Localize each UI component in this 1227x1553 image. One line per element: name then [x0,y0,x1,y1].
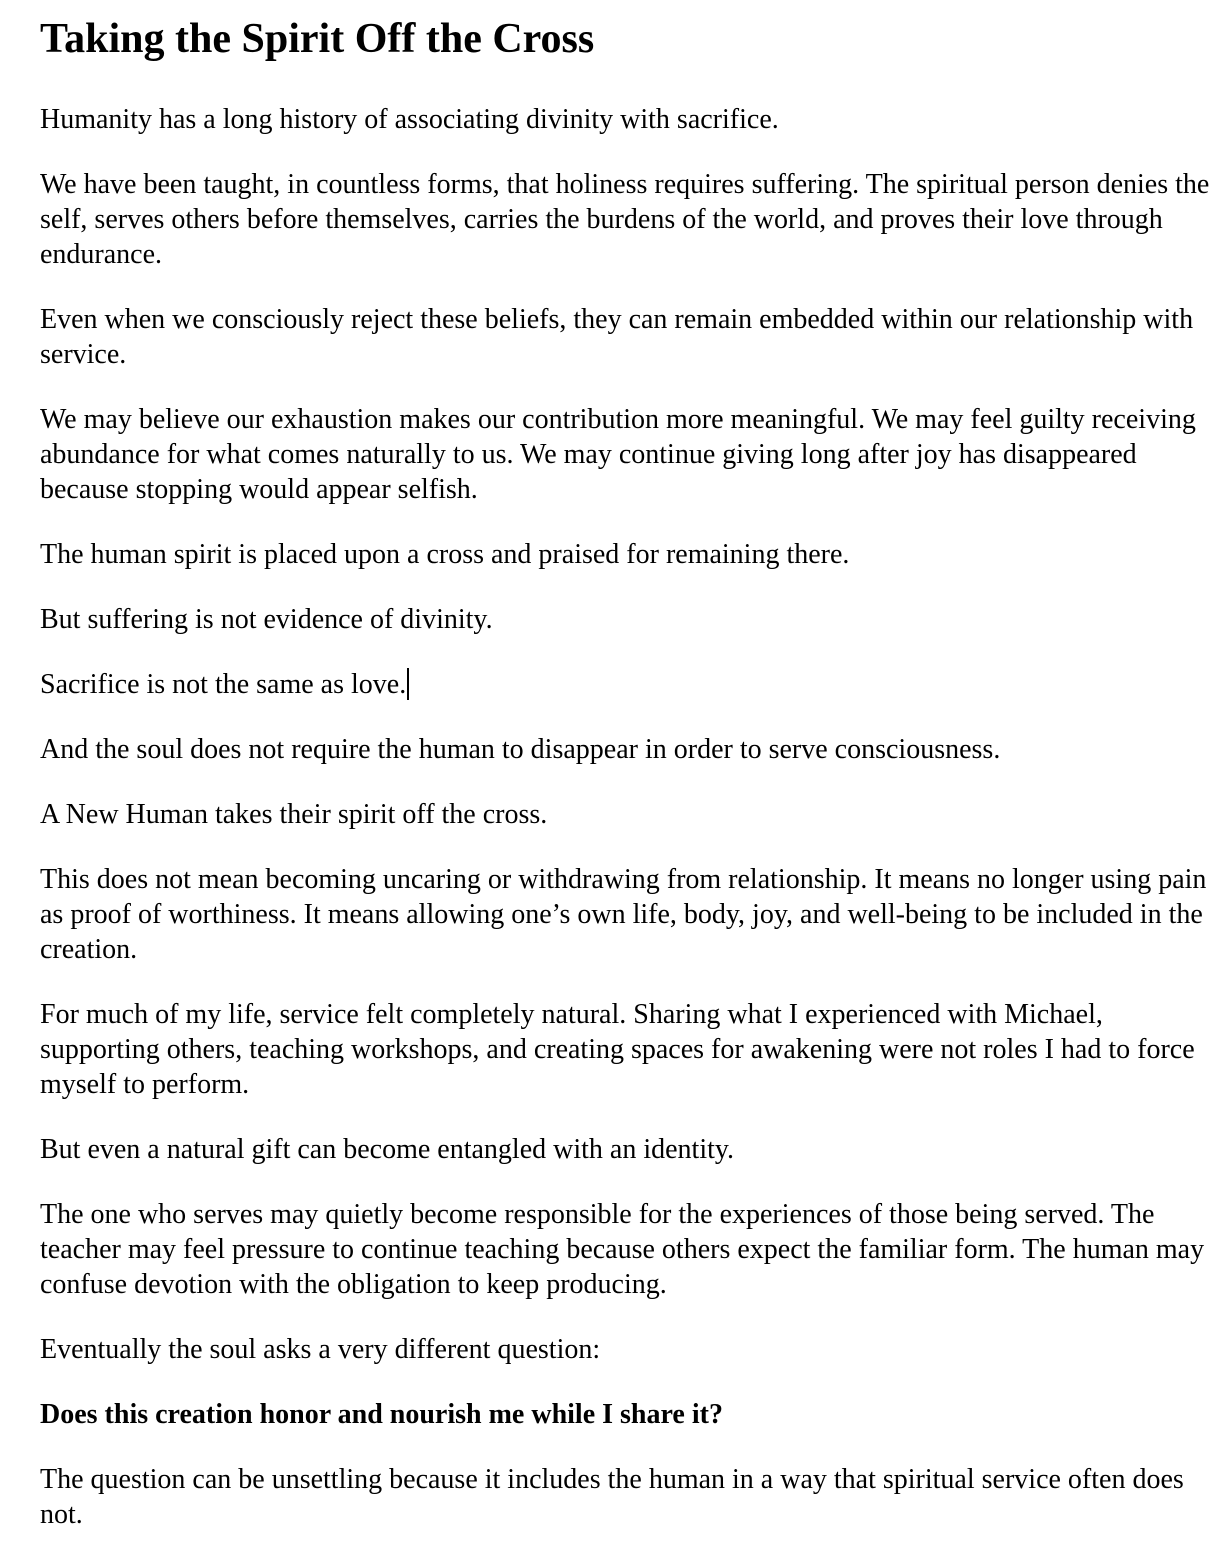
paragraph[interactable]: This does not mean becoming uncaring or withdrawing from relationship. It means no longer using pain as proof of worthiness. It means allowing one’s own life, body, joy, and well-being to be included in the creation. [40,864,1207,965]
paragraph[interactable]: And the soul does not require the human to disappear in order to serve consciousness. [40,734,1001,765]
document-editor[interactable] [40,0,1212,1532]
paragraph[interactable]: Even when we consciously reject these beliefs, they can remain embedded within our relationship with service. [40,304,1194,370]
paragraph[interactable]: A New Human takes their spirit off the cross. [40,799,548,830]
paragraph[interactable]: The one who serves may quietly become responsible for the experiences of those being served. The teacher may feel pressure to continue teaching because others expect the familiar form. The human may confuse devotion with the obligation to keep producing. [40,1199,1205,1300]
paragraph-with-cursor[interactable] [40,667,1212,702]
paragraph[interactable]: Humanity has a long history of associating divinity with sacrifice. [40,104,779,135]
paragraph[interactable]: For much of my life, service felt completely natural. Sharing what I experienced with Michael, supporting others, teaching workshops, and creating spaces for awakening were not roles I had to force myself to perform. [40,999,1195,1100]
paragraph[interactable]: The question can be unsettling because it includes the human in a way that spiritual service often does not. [40,1464,1184,1530]
paragraph[interactable]: The human spirit is placed upon a cross and praised for remaining there. [40,539,850,570]
text-cursor [407,668,409,700]
paragraph[interactable]: We have been taught, in countless forms, that holiness requires suffering. The spiritual person denies the self, serves others before themselves, carries the burdens of the world, and proves their love through endurance. [40,169,1210,270]
paragraph[interactable]: We may believe our exhaustion makes our contribution more meaningful. We may feel guilty receiving abundance for what comes naturally to us. We may continue giving long after joy has disappeared because stopping would appear selfish. [40,404,1196,505]
paragraph[interactable]: But suffering is not evidence of divinity. [40,604,493,635]
bold-question-paragraph[interactable]: Does this creation honor and nourish me while I share it? [40,1399,723,1430]
paragraph-text[interactable]: Sacrifice is not the same as love. [40,669,407,700]
paragraph[interactable]: But even a natural gift can become entangled with an identity. [40,1134,735,1165]
paragraph[interactable]: Eventually the soul asks a very different question: [40,1334,601,1365]
document-title[interactable]: Taking the Spirit Off the Cross [40,16,595,62]
